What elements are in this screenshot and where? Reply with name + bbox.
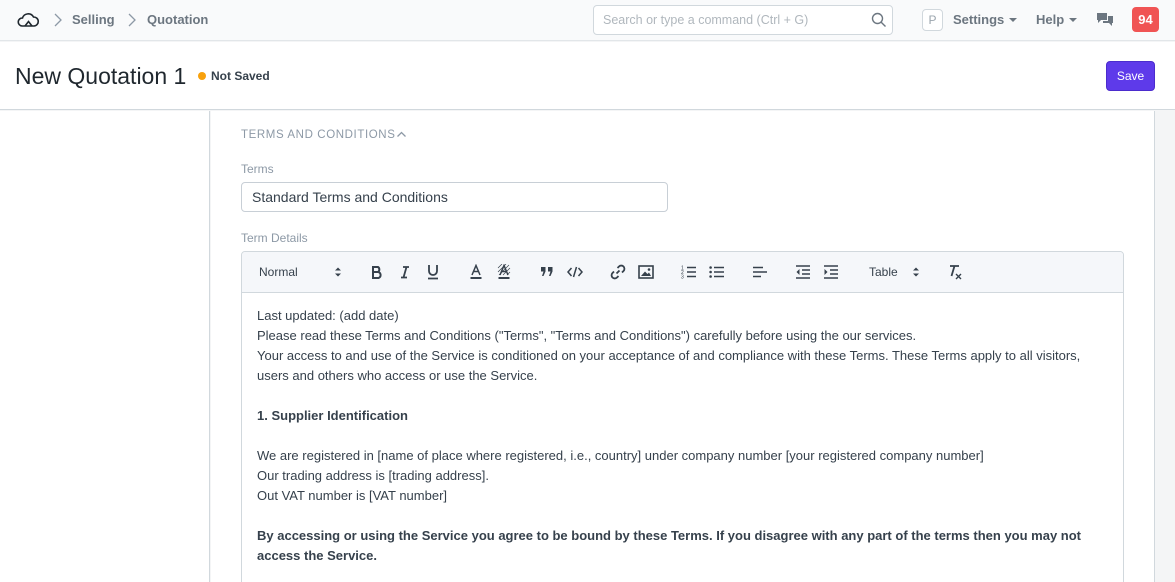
form-section <box>211 111 1155 582</box>
terms-field[interactable]: Standard Terms and Conditions <box>241 182 668 212</box>
editor-line <box>257 426 1107 446</box>
settings-label: Settings <box>953 12 1005 27</box>
bold-icon[interactable] <box>367 262 387 282</box>
table-select[interactable]: Table <box>869 265 898 279</box>
editor-line: Your access to and use of the Service is conditioned on your acceptance of and compliance with these Terms. These Terms apply to all visitors, users and others who access or use the Service. <box>257 348 1081 383</box>
editor-line: Out VAT number is [VAT number] <box>257 488 448 503</box>
image-icon[interactable] <box>636 262 656 282</box>
page-title: New Quotation 1 <box>15 63 187 89</box>
editor-line: Please read these Terms and Conditions ("Terms", "Terms and Conditions") carefully before using the our services. <box>257 328 917 343</box>
editor-line <box>257 386 1107 406</box>
blockquote-icon[interactable] <box>537 262 557 282</box>
indent-icon[interactable] <box>821 262 841 282</box>
editor-bold-paragraph: By accessing or using the Service you agree to be bound by these Terms. If you disagree with any part of the terms then you may not access the Service. <box>257 528 1082 563</box>
search-icon[interactable] <box>871 12 887 28</box>
format-select[interactable]: Normal <box>259 265 298 279</box>
app-logo-icon[interactable] <box>16 10 40 30</box>
help-menu[interactable] <box>1036 12 1077 28</box>
form-sidebar <box>0 111 210 582</box>
avatar[interactable]: P <box>922 9 943 31</box>
status-text: Not Saved <box>211 69 270 83</box>
chat-icon[interactable] <box>1096 11 1114 27</box>
editor-line: We are registered in [name of place where registered, i.e., country] under company number [your registered company number] <box>257 448 984 463</box>
caret-down-icon <box>1009 18 1017 22</box>
editor-line <box>257 506 1107 526</box>
chevron-up-icon[interactable] <box>396 129 407 140</box>
editor-toolbar <box>242 252 1123 293</box>
search-input[interactable] <box>603 12 863 28</box>
clear-format-icon[interactable] <box>945 262 965 282</box>
settings-menu[interactable] <box>953 12 1017 28</box>
editor-body[interactable] <box>242 293 1123 582</box>
section-title[interactable]: TERMS AND CONDITIONS <box>241 129 396 141</box>
editor-line: Last updated: (add date) <box>257 308 399 323</box>
link-icon[interactable] <box>608 262 628 282</box>
font-color-icon[interactable] <box>466 262 486 282</box>
term-details-label: Term Details <box>241 231 308 245</box>
svg-text:2: 2 <box>681 270 684 276</box>
status-indicator-dot <box>198 72 206 80</box>
ordered-list-icon[interactable] <box>679 262 699 282</box>
notification-badge[interactable]: 94 <box>1132 7 1159 32</box>
svg-text:1: 1 <box>681 265 684 272</box>
caret-down-icon <box>1069 18 1077 22</box>
page-head <box>0 42 1175 110</box>
navbar <box>0 0 1175 41</box>
bullet-list-icon[interactable] <box>707 262 727 282</box>
chevron-right-icon <box>52 11 64 29</box>
underline-icon[interactable] <box>423 262 443 282</box>
help-label: Help <box>1036 12 1065 27</box>
align-icon[interactable] <box>750 262 770 282</box>
chevron-right-icon <box>126 11 138 29</box>
search-box <box>593 5 893 35</box>
italic-icon[interactable] <box>395 262 415 282</box>
editor-content <box>257 306 1107 566</box>
code-block-icon[interactable] <box>565 262 585 282</box>
save-button[interactable]: Save <box>1106 61 1155 91</box>
editor-heading: 1. Supplier Identification <box>257 408 408 423</box>
terms-label: Terms <box>241 162 274 176</box>
select-arrows-icon <box>334 265 342 279</box>
background-color-icon[interactable] <box>494 262 514 282</box>
breadcrumb-selling[interactable]: Selling <box>72 12 115 27</box>
select-arrows-icon <box>912 265 920 279</box>
editor-line: Our trading address is [trading address]. <box>257 468 489 483</box>
svg-text:3: 3 <box>681 274 684 279</box>
outdent-icon[interactable] <box>793 262 813 282</box>
text-editor <box>241 251 1124 582</box>
breadcrumb-quotation[interactable]: Quotation <box>147 12 209 27</box>
